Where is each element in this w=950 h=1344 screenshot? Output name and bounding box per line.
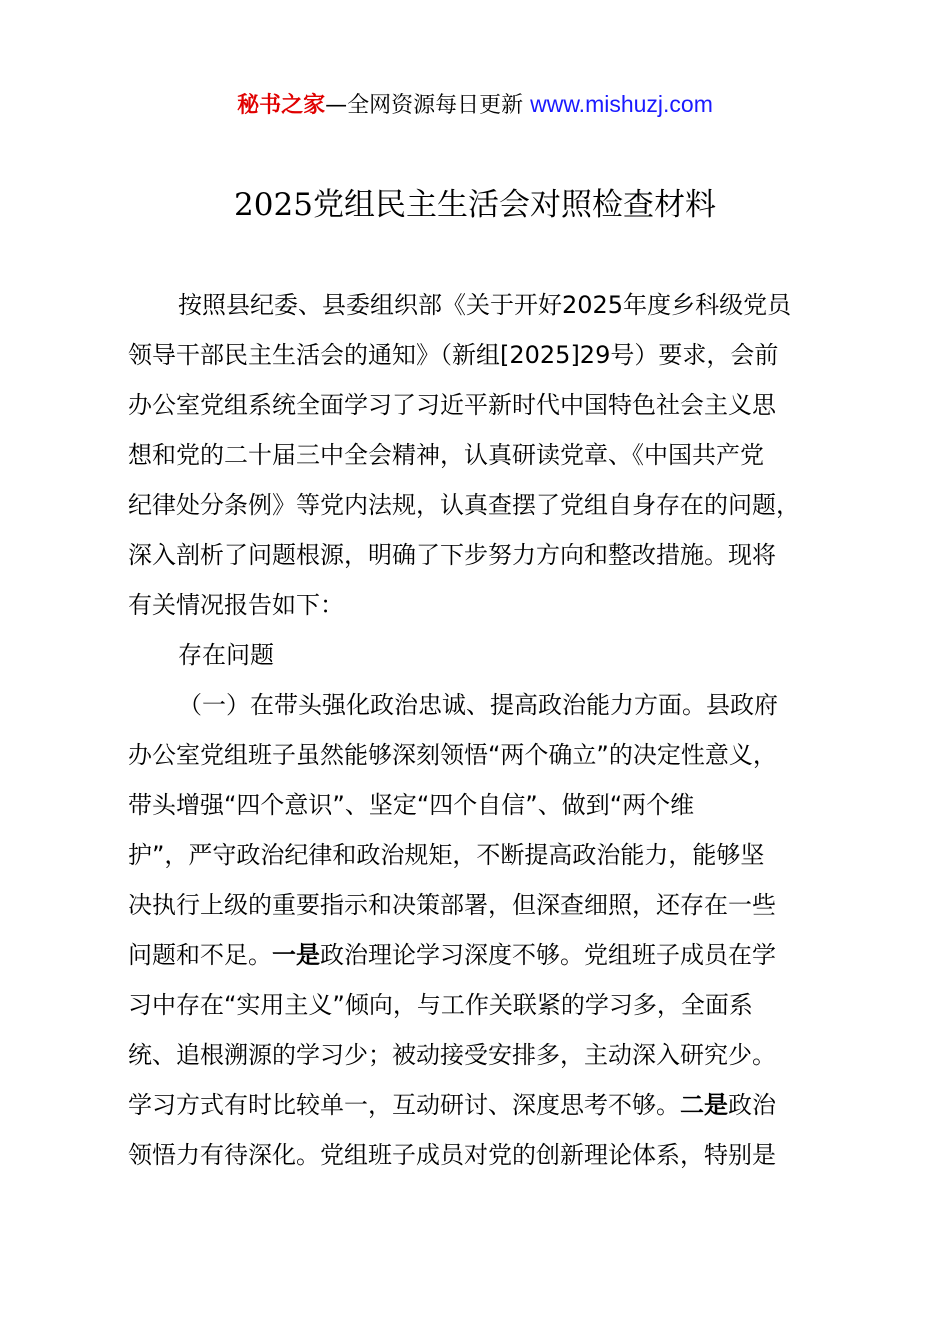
body-text-segment: 领悟力有待深化。党组班子成员对党的创新理论体系，特别是 (128, 1141, 776, 1169)
body-text-segment: 带头增强“四个意识”、坚定“四个自信”、做到“两个维 (128, 791, 695, 819)
body-line (128, 780, 858, 830)
body-text-segment: 护”，严守政治纪律和政治规矩，不断提高政治能力，能够坚 (128, 841, 765, 869)
body-line (128, 430, 858, 480)
body-text-segment: 习中存在“实用主义”倾向，与工作关联紧的学习多，全面系 (128, 991, 753, 1019)
body-line (128, 630, 858, 680)
body-text-segment: 纪律处分条例》等党内法规，认真查摆了党组自身存在的问题， (128, 491, 800, 519)
body-line (128, 680, 858, 730)
body-line (128, 480, 858, 530)
site-brand: 秘书之家 (237, 93, 326, 118)
body-text-segment: 学习方式有时比较单一，互动研讨、深度思考不够。 (128, 1091, 680, 1119)
body-text-segment: 想和党的二十届三中全会精神，认真研读党章、《中国共产党 (128, 441, 764, 469)
document-title: 2025党组民主生活会对照检查材料 (234, 187, 716, 223)
body-text-segment: 领导干部民主生活会的通知》（新组[2025]29号）要求，会前 (128, 341, 779, 369)
body-line (128, 880, 858, 930)
site-url-link[interactable]: www.mishuzj.com (530, 91, 713, 117)
body-text-segment: 统、追根溯源的学习少；被动接受安排多，主动深入研究少。 (128, 1041, 776, 1069)
body-line (128, 330, 858, 380)
body-text-segment: （一）在带头强化政治忠诚、提高政治能力方面。县政府 (178, 691, 778, 719)
body-line (128, 930, 858, 980)
body-line (128, 530, 858, 580)
body-text-segment: 按照县纪委、县委组织部《关于开好2025年度乡科级党员 (178, 291, 792, 319)
body-text-segment: 问题和不足。 (128, 941, 272, 969)
body-line (128, 580, 858, 630)
body-text-segment: 办公室党组系统全面学习了习近平新时代中国特色社会主义思 (128, 391, 776, 419)
document-body (128, 280, 858, 1180)
body-line (128, 730, 858, 780)
body-text-segment: 有关情况报告如下： (128, 591, 344, 619)
body-line (128, 380, 858, 430)
body-line (128, 1080, 858, 1130)
site-tagline: —全网资源每日更新 (325, 93, 531, 118)
body-text-segment: 办公室党组班子虽然能够深刻领悟“两个确立”的决定性意义， (128, 741, 777, 769)
body-line (128, 1030, 858, 1080)
body-emphasis: 二是 (680, 1091, 728, 1119)
site-header (0, 88, 950, 122)
body-text-segment: 深入剖析了问题根源，明确了下步努力方向和整改措施。现将 (128, 541, 776, 569)
body-line (128, 280, 858, 330)
body-text-segment: 存在问题 (178, 641, 274, 669)
body-emphasis: 一是 (272, 941, 320, 969)
body-text-segment: 政治理论学习深度不够。党组班子成员在学 (320, 941, 776, 969)
body-text-segment: 决执行上级的重要指示和决策部署，但深查细照，还存在一些 (128, 891, 776, 919)
body-text-segment: 政治 (728, 1091, 776, 1119)
body-line (128, 830, 858, 880)
body-line (128, 980, 858, 1030)
body-line (128, 1130, 858, 1180)
